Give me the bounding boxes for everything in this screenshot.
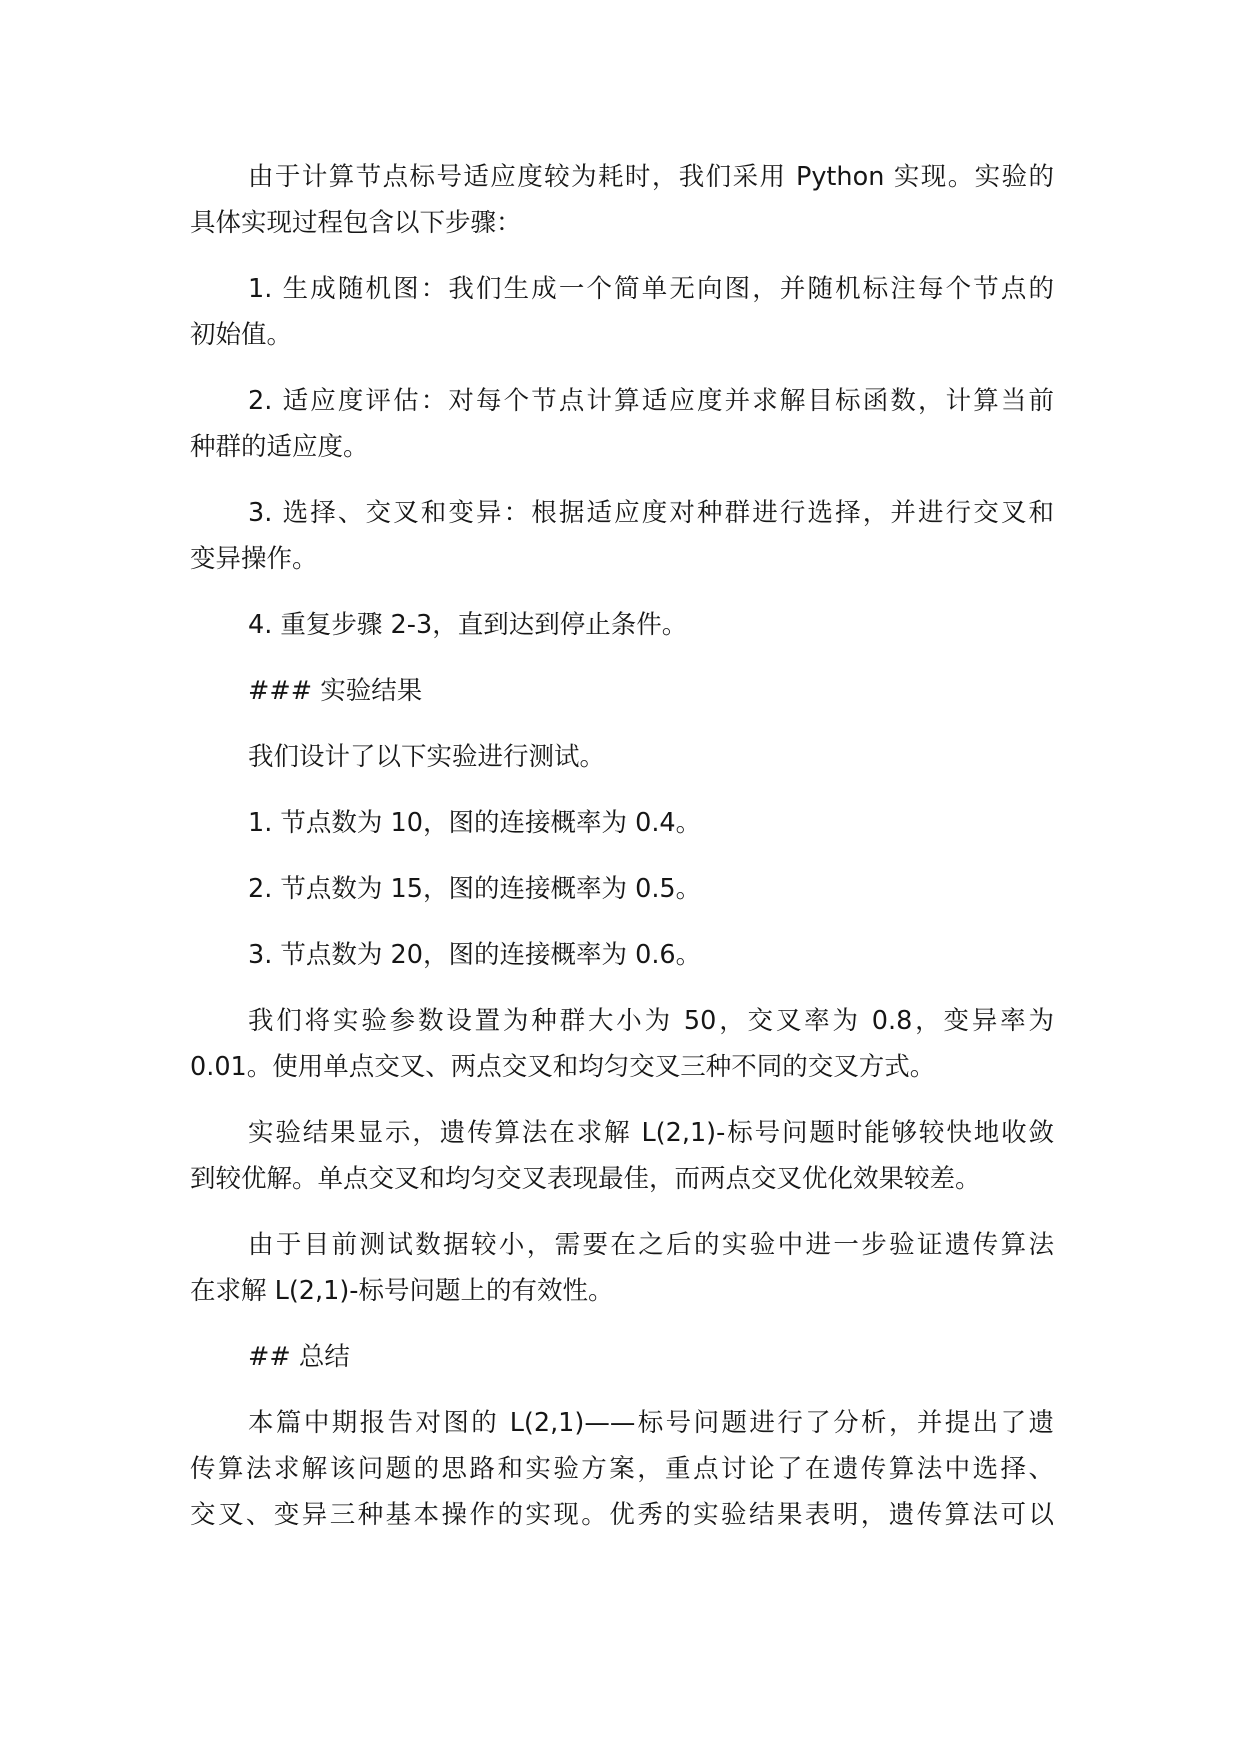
experiment-setting-3 — [190, 932, 1054, 978]
text-line: 种群的适应度。 — [190, 432, 369, 462]
section-heading-results — [190, 668, 1054, 714]
limitation-paragraph — [190, 1222, 1054, 1314]
summary-paragraph — [190, 1400, 1054, 1538]
text-line: 3. 节点数为 20，图的连接概率为 0.6。 — [248, 940, 702, 970]
implementation-step-4 — [190, 602, 1054, 648]
section-heading-summary — [190, 1334, 1054, 1380]
text-line: 1. 生成随机图：我们生成一个简单无向图，并随机标注每个节点的 — [248, 274, 1054, 304]
experiment-setting-2 — [190, 866, 1054, 912]
text-line: 初始值。 — [190, 320, 293, 350]
implementation-step-2 — [190, 378, 1054, 470]
text-line: 由于计算节点标号适应度较为耗时，我们采用 Python 实现。实验的 — [248, 162, 1054, 192]
text-line: 本篇中期报告对图的 L(2,1)——标号问题进行了分析，并提出了遗 — [248, 1408, 1054, 1438]
text-line: ## 总结 — [248, 1342, 350, 1372]
implementation-step-1 — [190, 266, 1054, 358]
text-line: 变异操作。 — [190, 544, 318, 574]
text-line: 由于目前测试数据较小，需要在之后的实验中进一步验证遗传算法 — [248, 1230, 1054, 1260]
text-line: 1. 节点数为 10，图的连接概率为 0.4。 — [248, 808, 702, 838]
text-line: 传算法求解该问题的思路和实验方案，重点讨论了在遗传算法中选择、 — [190, 1454, 1054, 1484]
text-line: 具体实现过程包含以下步骤： — [190, 208, 522, 238]
document-body — [190, 154, 1054, 1558]
text-line: 0.01。使用单点交叉、两点交叉和均匀交叉三种不同的交叉方式。 — [190, 1052, 936, 1082]
text-line: 4. 重复步骤 2-3，直到达到停止条件。 — [248, 610, 688, 640]
implementation-step-3 — [190, 490, 1054, 582]
intro-paragraph — [190, 154, 1054, 246]
results-paragraph — [190, 1110, 1054, 1202]
parameter-paragraph — [190, 998, 1054, 1090]
text-line: 2. 适应度评估：对每个节点计算适应度并求解目标函数，计算当前 — [248, 386, 1054, 416]
text-line: 在求解 L(2,1)-标号问题上的有效性。 — [190, 1276, 614, 1306]
text-line: 到较优解。单点交叉和均匀交叉表现最佳，而两点交叉优化效果较差。 — [190, 1164, 981, 1194]
text-line: ### 实验结果 — [248, 676, 423, 706]
text-line: 实验结果显示，遗传算法在求解 L(2,1)-标号问题时能够较快地收敛 — [248, 1118, 1054, 1148]
text-line: 2. 节点数为 15，图的连接概率为 0.5。 — [248, 874, 702, 904]
text-line: 交叉、变异三种基本操作的实现。优秀的实验结果表明，遗传算法可以 — [190, 1500, 1054, 1530]
text-line: 我们将实验参数设置为种群大小为 50，交叉率为 0.8，变异率为 — [248, 1006, 1054, 1036]
text-line: 我们设计了以下实验进行测试。 — [248, 742, 606, 772]
experiment-setting-1 — [190, 800, 1054, 846]
text-line: 3. 选择、交叉和变异：根据适应度对种群进行选择，并进行交叉和 — [248, 498, 1054, 528]
experiment-intro-paragraph — [190, 734, 1054, 780]
